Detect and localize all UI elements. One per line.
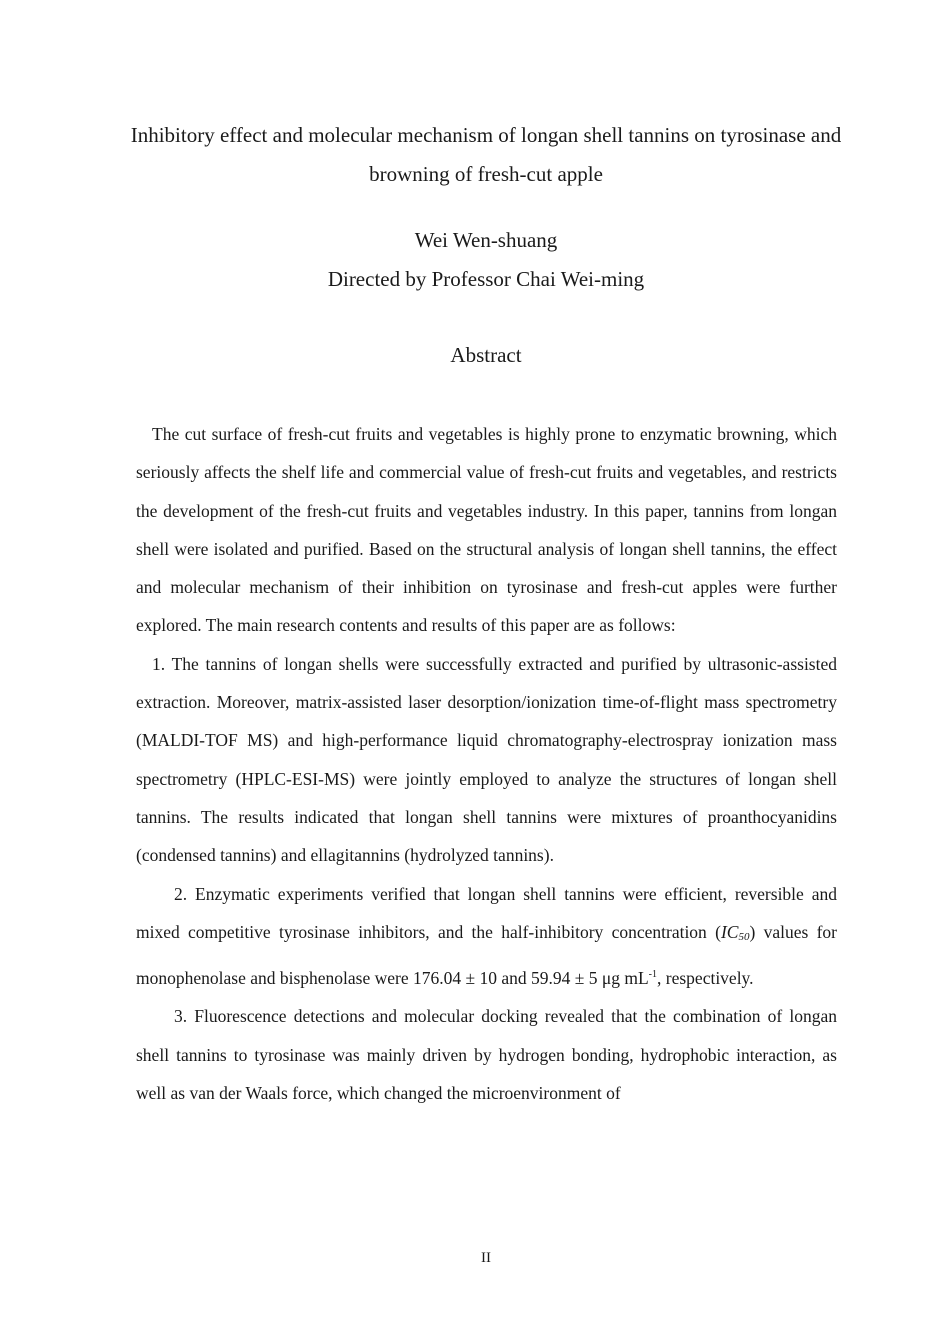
point-2-text-part1: 2. Enzymatic experiments verified that longan shell tannins were efficient, reversible and mixed competitive tyrosinase inhibitors, and the half-inhibitory concentration ( [136,883,837,942]
ic-subscript: 50 [738,930,750,943]
author-name: Wei Wen-shuang [414,228,558,252]
abstract-paragraph-point-1: 1. The tannins of longan shells were successfully extracted and purified by ultrasonic-assisted extraction. Moreover, matrix-assisted laser desorption/ionization time-of-flight mass spectrometry (MALDI-TOF MS) and high-performance liquid chromatography-electrospray ionization mass spectrometry (HPLC-ESI-MS) were jointly employed to analyze the structures of longan shell tannins. The results indicated that longan shell tannins were mixtures of proanthocyanidins (condensed tannins) and ellagitannins (hydrolyzed tannins). [136,653,837,866]
abstract-paragraph-intro: The cut surface of fresh-cut fruits and vegetables is highly prone to enzymatic browning, which seriously affects the shelf life and commercial value of fresh-cut fruits and vegetables, and restricts the development of the fresh-cut fruits and vegetables industry. In this paper, tannins from longan shell were isolated and purified. Based on the structural analysis of longan shell tannins, the effect and molecular mechanism of their inhibition on tyrosinase and fresh-cut apples were further explored. The main research contents and results of this paper are as follows: [136,424,837,636]
abstract-paragraph-point-2 [136,875,837,998]
unit-superscript: -1 [648,969,658,981]
abstract-body [136,415,837,1112]
point-2-text-part2: ) values for monophenolase and bisphenolase were 176.04 ± 10 and 59.94 ± 5 μg mL [136,921,837,989]
abstract-paragraph-point-3: 3. Fluorescence detections and molecular docking revealed that the combination of longan shell tannins to tyrosinase was mainly driven by hydrogen bonding, hydrophobic interaction, as well as van der Waals force, which changed the microenvironment of [136,1006,837,1104]
abstract-heading: Abstract [450,343,522,367]
point-2-text-part3: , respectively. [657,968,754,989]
ic-label: IC [720,921,739,942]
document-title: Inhibitory effect and molecular mechanism of longan shell tannins on tyrosinase and browning of fresh-cut apple [130,123,842,186]
advisor-line: Directed by Professor Chai Wei-ming [327,267,645,291]
page-number: II [481,1250,491,1266]
